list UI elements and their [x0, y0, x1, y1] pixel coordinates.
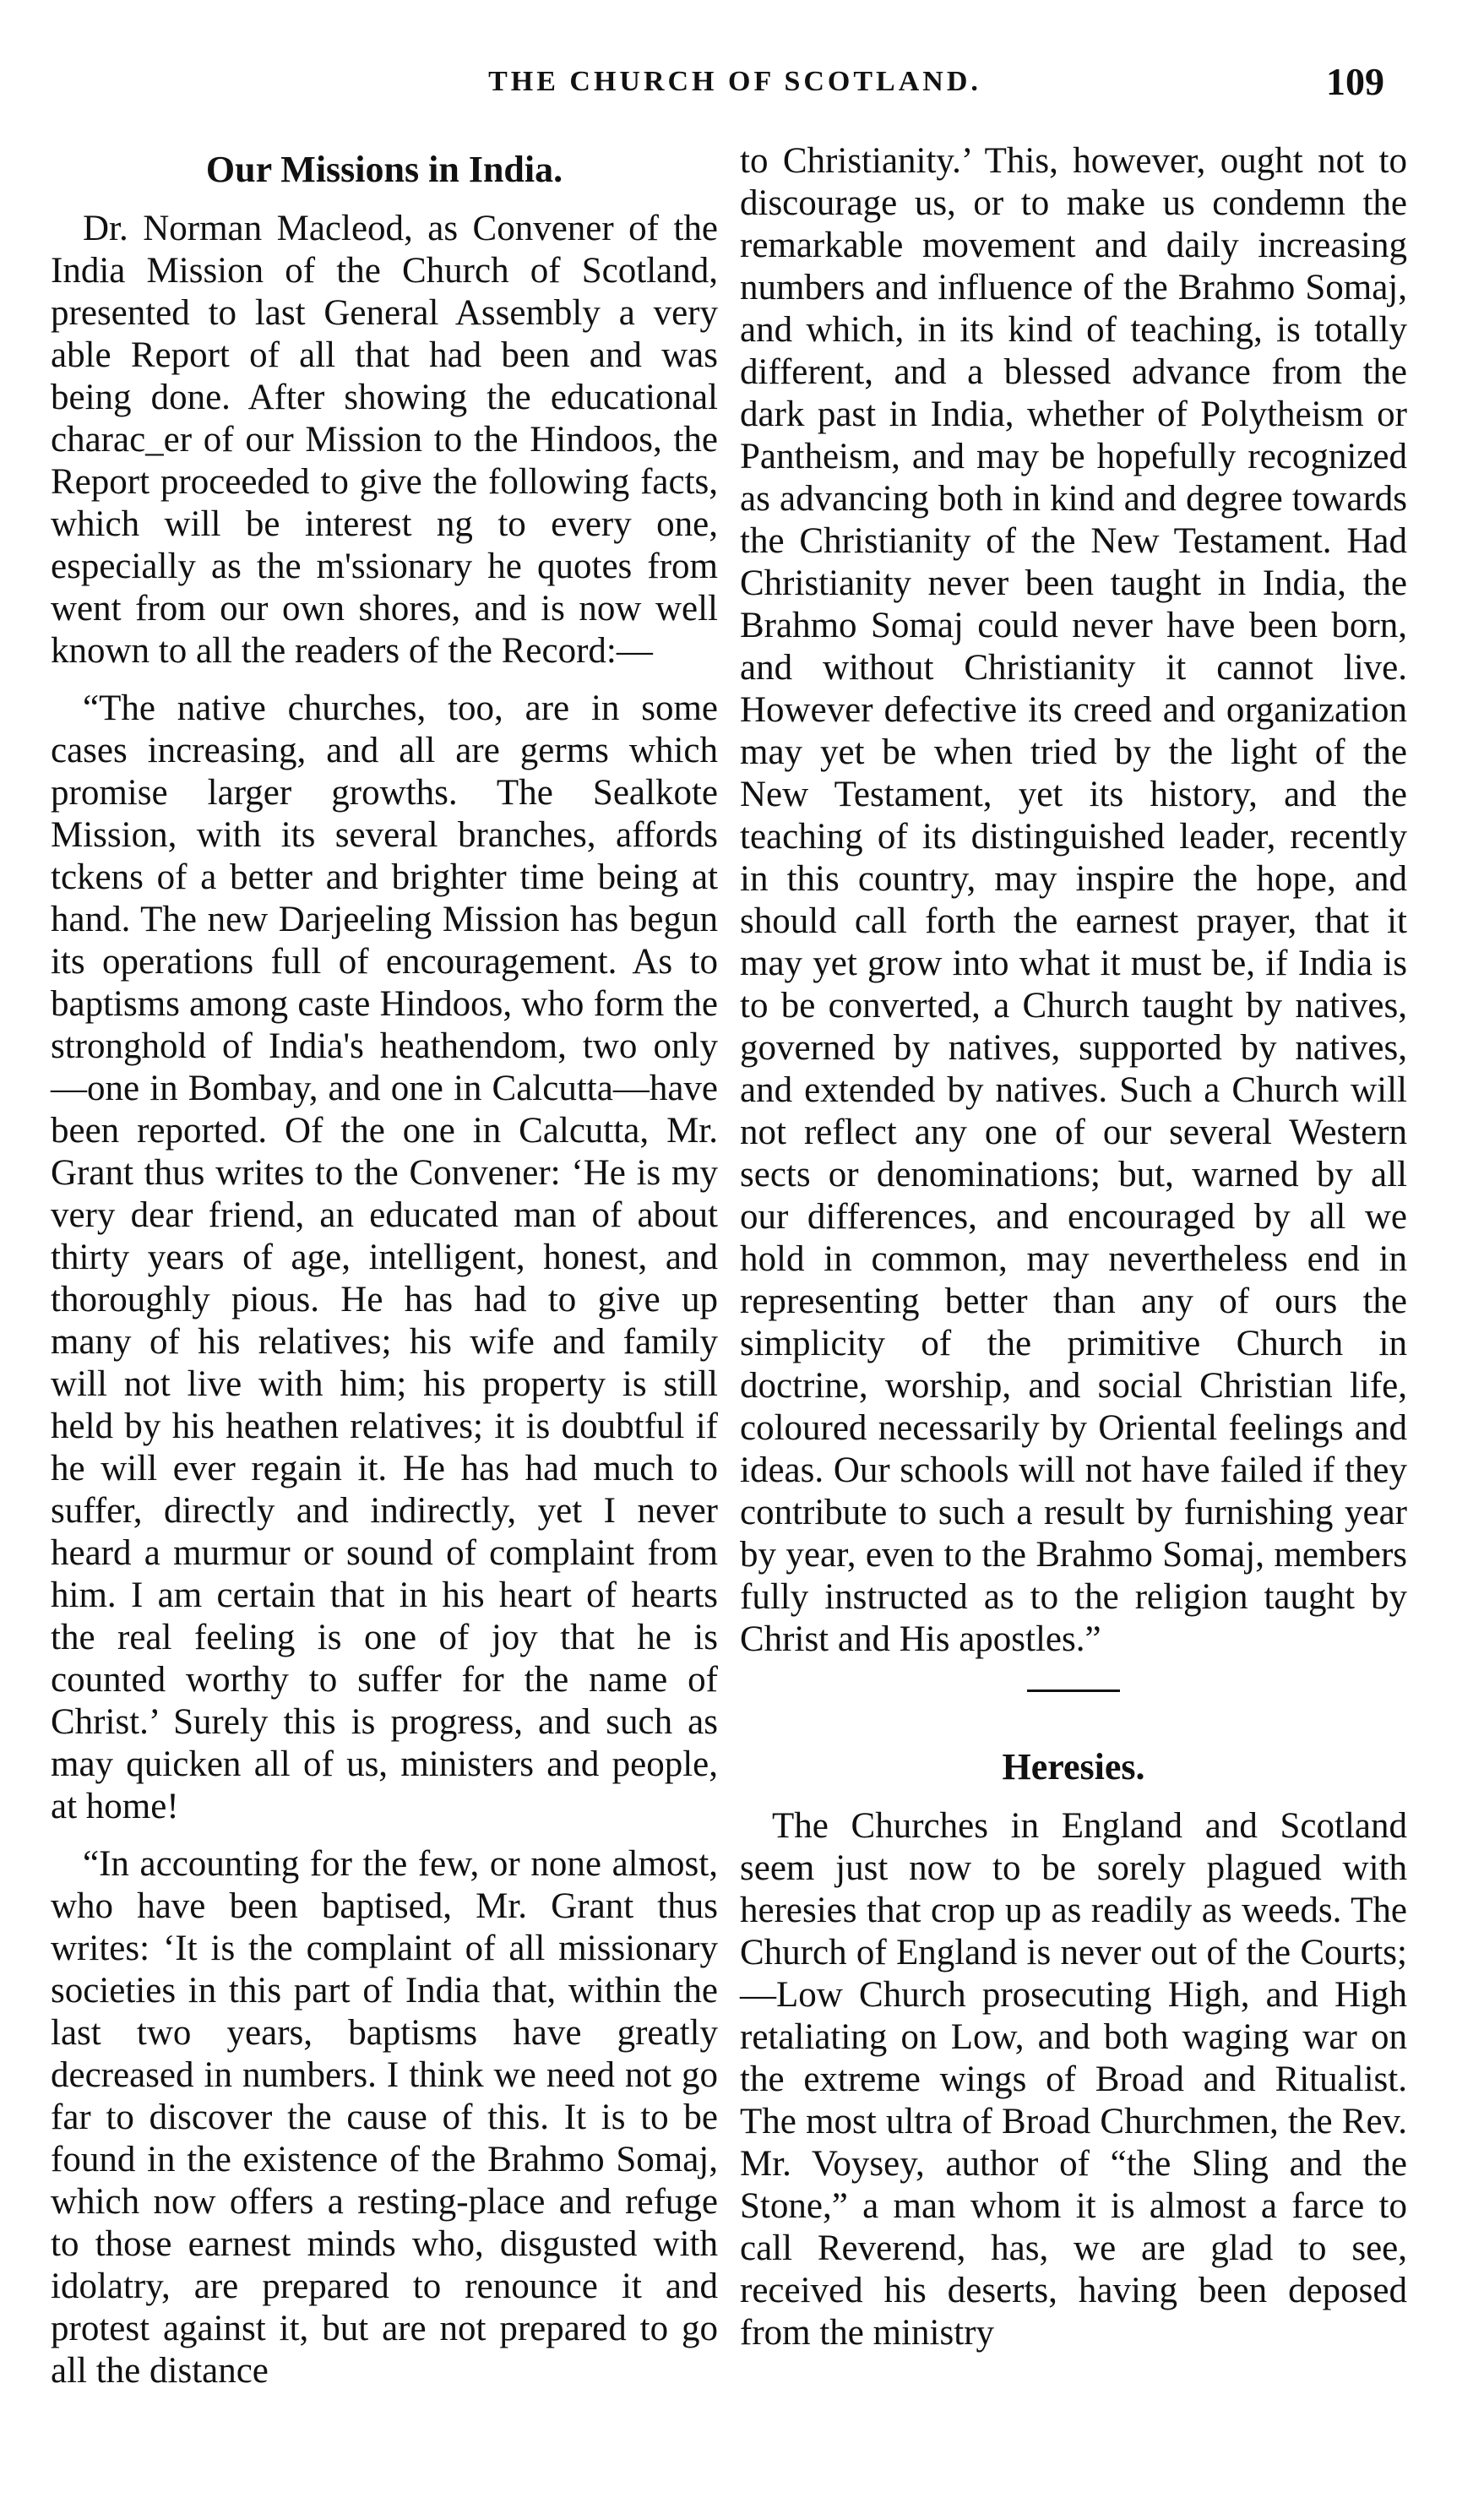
missions-paragraph-1: Dr. Norman Macleod, as Convener of the India Mission of the Church of Scotland, presented to last General Assembly a very able Report of all that had been and was being done. After showing the educational charac_er of our Mission to the Hindoos, the Report proceeded to give the following facts, which will be interest ng to every one, especially as the m'ssionary he quotes from went from our own shores, and is now well known to all the readers of the Record:— — [51, 209, 718, 671]
heresies-heading: Heresies. — [1002, 1746, 1145, 1787]
section-divider — [1027, 1690, 1120, 1692]
missions-heading: Our Missions in India. — [205, 149, 563, 190]
missions-paragraph-2: “The native churches, too, are in some cases increasing, and all are germs which promise larger growths. The Sealkote Mission, with its several branches, affords tckens of a better and brighter time being at hand. The new Darjeeling Mission has begun its operations full of encouragement. As to baptisms among caste Hindoos, who form the stronghold of India's heathendom, two only—one in Bombay, and one in Calcutta—have been reported. Of the one in Calcutta, Mr. Grant thus writes to the Convener: ‘He is my very dear friend, an educated man of about thirty years of age, intelligent, honest, and thoroughly pious. He has had to give up many of his relatives; his wife and family will not live with him; his property is still held by his heathen relatives; it is doubtful if he will ever regain it. He has had much to suffer, directly and indirectly, yet I never heard a murmur or sound of complaint from him. I am certain that in his heart of hearts the real feeling is one of joy that he is counted worthy to suffer for the name of Christ.’ Surely this is progress, and such as may quicken all of us, ministers and people, at home! — [51, 688, 718, 1826]
heresies-paragraph-1: The Churches in England and Scotland seem just now to be sorely plagued with heresies that crop up as readily as weeds. The Church of England is never out of the Courts;—Low Church prosecuting High, and High retaliating on Low, and both waging war on the extreme wings of Broad and Ritualist. The most ultra of Broad Churchmen, the Rev. Mr. Voysey, author of “the Sling and the Stone,” a man whom it is almost a farce to call Reverend, has, we are glad to see, received his deserts, having been deposed from the ministry — [740, 1806, 1407, 2353]
missions-paragraph-3: “In accounting for the few, or none almost, who have been baptised, Mr. Grant thus writes: ‘It is the complaint of all missionary societies in this part of India that, within the last two years, baptisms have greatly decreased in numbers. I think we need not go far to discover the cause of this. It is to be found in the existence of the Brahmo Somaj, which now offers a resting-place and refuge to those earnest minds who, disgusted with idolatry, are prepared to renounce it and protest against it, but are not prepared to go all the distance — [51, 1844, 718, 2391]
left-column — [51, 140, 718, 2408]
page-number: 109 — [1326, 60, 1384, 103]
right-column — [740, 140, 1407, 2370]
running-head: THE CHURCH OF SCOTLAND. — [488, 66, 981, 97]
missions-paragraph-4: to Christianity.’ This, however, ought not to discourage us, or to make us condemn the remarkable movement and daily increasing numbers and influence of the Brahmo Somaj, and which, in its kind of teaching, is totally different, and a blessed advance from the dark past in India, whether of Polytheism or Pantheism, and may be hopefully recognized as advancing both in kind and degree towards the Christianity of the New Testament. Had Christianity never been taught in India, the Brahmo Somaj could never have been born, and without Christianity it cannot live. However defective its creed and organization may yet be when tried by the light of the New Testament, yet its history, and the teaching of its distinguished leader, recently in this country, may inspire the hope, and should call forth the earnest prayer, that it may yet grow into what it must be, if India is to be converted, a Church taught by natives, governed by natives, supported by natives, and extended by natives. Such a Church will not reflect any one of our several Western sects or denominations; but, warned by all our differences, and encouraged by all we hold in common, may nevertheless end in representing better than any of ours the simplicity of the primitive Church in doctrine, worship, and social Christian life, coloured necessarily by Oriental feelings and ideas. Our schools will not have failed if they contribute to such a result by furnishing year by year, even to the Brahmo Somaj, members fully instructed as to the religion taught by Christ and His apostles.” — [740, 141, 1407, 1659]
